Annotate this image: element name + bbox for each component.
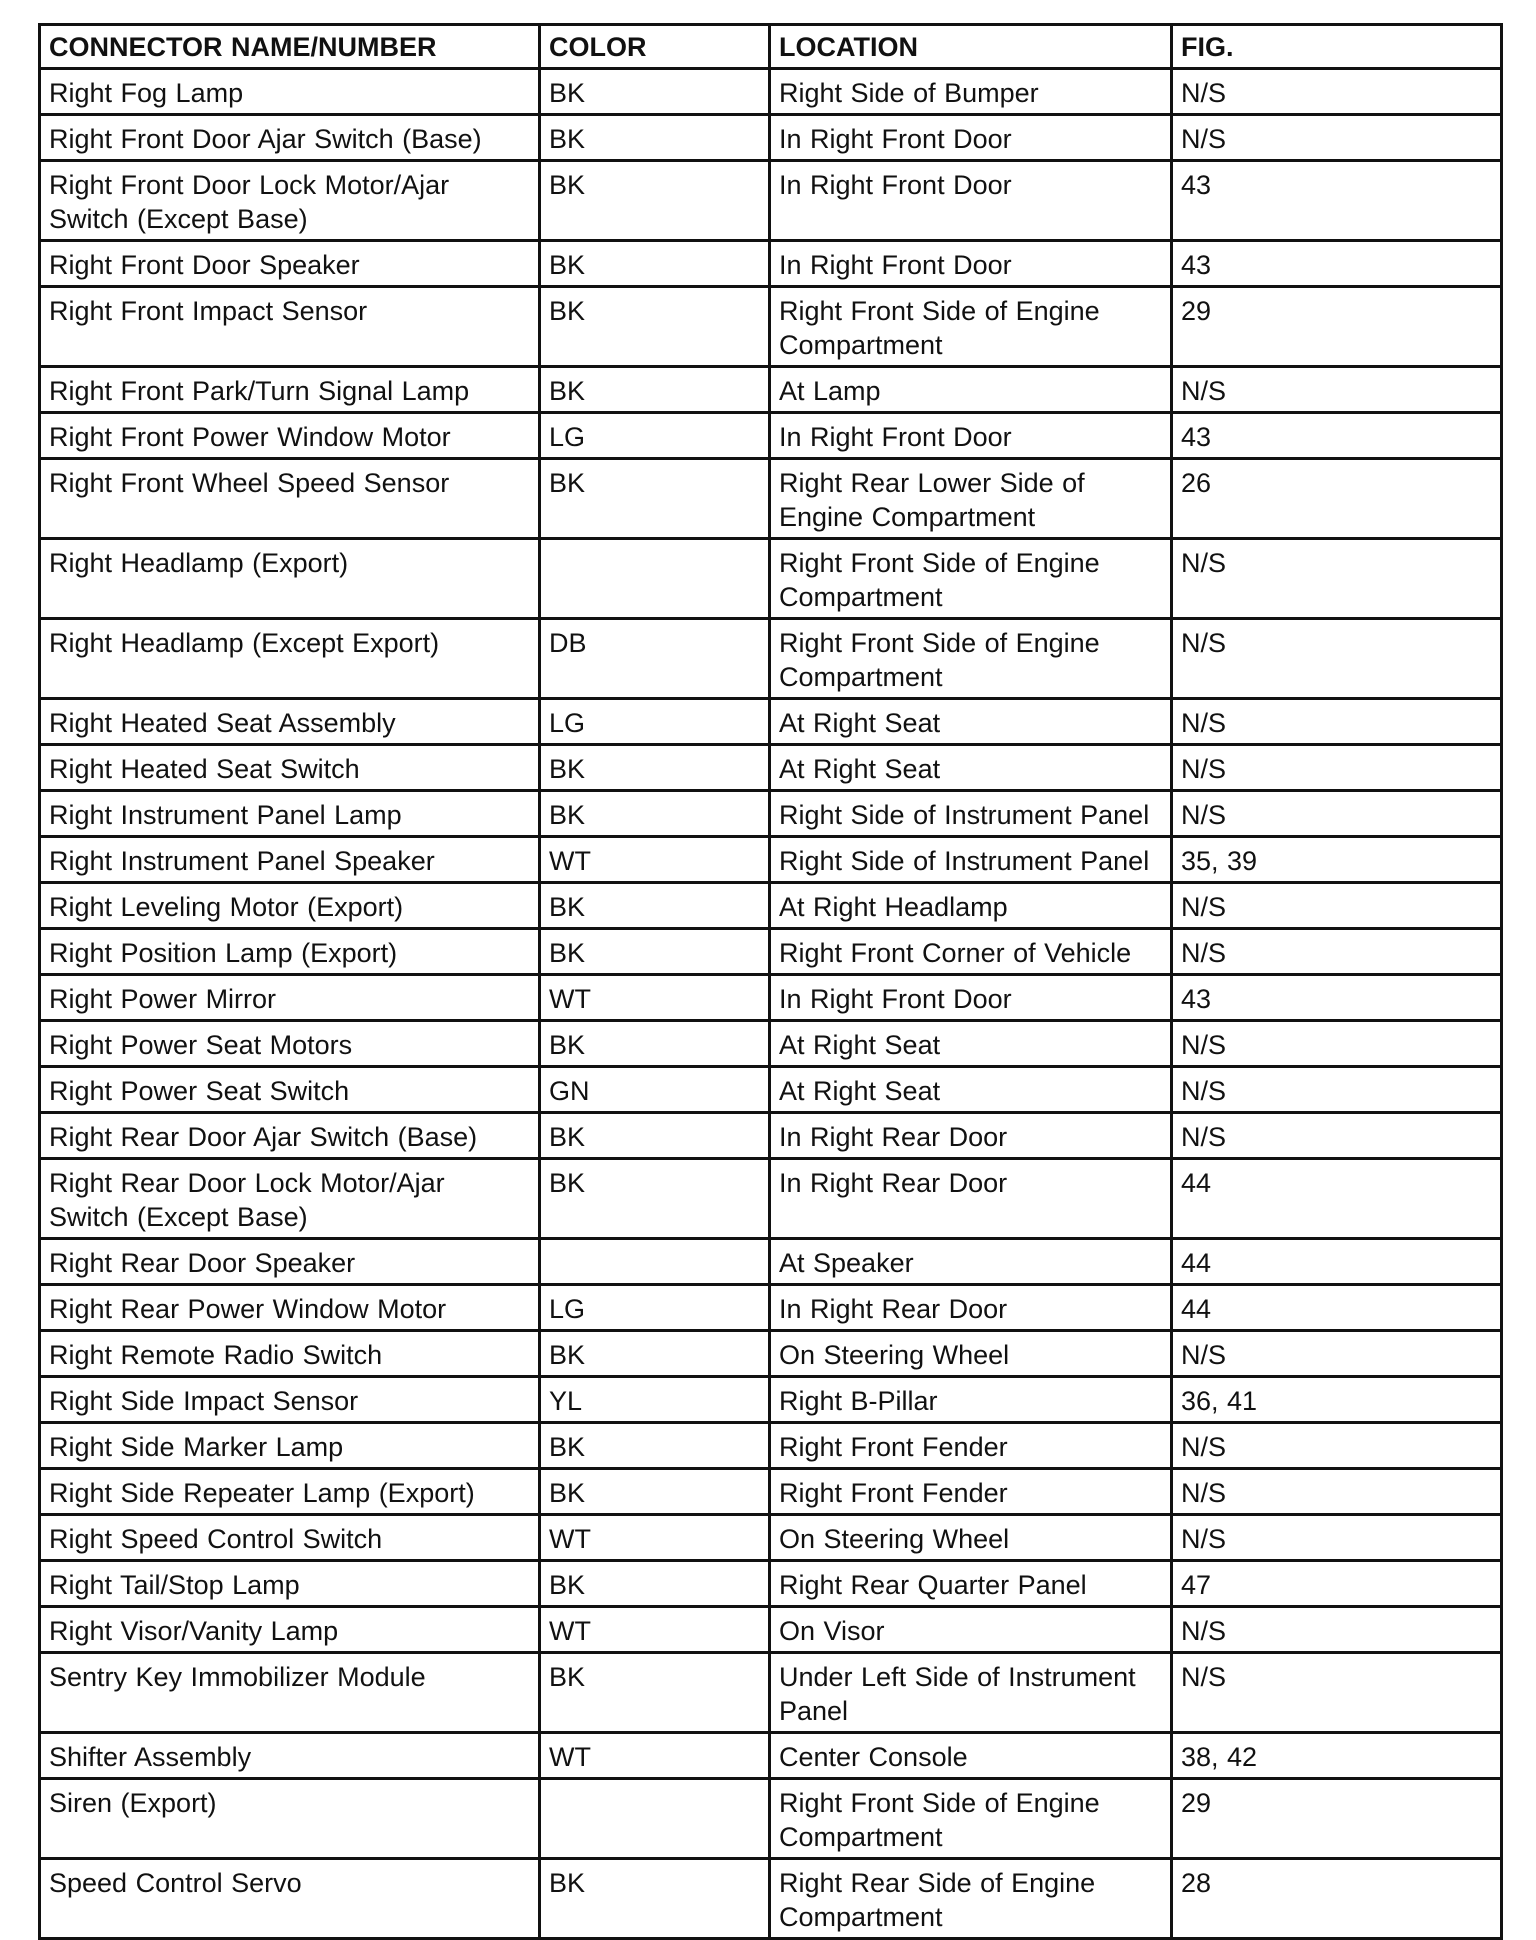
table-row <box>40 1607 1502 1653</box>
connector-name-cell: Right Side Repeater Lamp (Export) <box>40 1469 540 1515</box>
color-cell: LG <box>540 413 770 459</box>
table-row <box>40 1515 1502 1561</box>
table-row <box>40 883 1502 929</box>
connector-name-cell: Right Front Power Window Motor <box>40 413 540 459</box>
color-cell: BK <box>540 1561 770 1607</box>
fig-cell: N/S <box>1172 115 1502 161</box>
table-row <box>40 1779 1502 1859</box>
connector-name-cell: Right Visor/Vanity Lamp <box>40 1607 540 1653</box>
location-cell: In Right Front Door <box>770 241 1172 287</box>
location-cell: At Right Seat <box>770 1067 1172 1113</box>
table-row <box>40 791 1502 837</box>
connector-name-cell: Right Headlamp (Export) <box>40 539 540 619</box>
location-cell: On Visor <box>770 1607 1172 1653</box>
table-row <box>40 1159 1502 1239</box>
connector-name-cell: Right Front Door Lock Motor/Ajar Switch (Except Base) <box>40 161 540 241</box>
table-row <box>40 367 1502 413</box>
location-cell: Right Rear Side of Engine Compartment <box>770 1859 1172 1939</box>
fig-cell: N/S <box>1172 1113 1502 1159</box>
fig-cell: N/S <box>1172 1021 1502 1067</box>
table-row <box>40 1733 1502 1779</box>
table-row <box>40 1021 1502 1067</box>
fig-cell: N/S <box>1172 1515 1502 1561</box>
connector-name-cell: Speed Control Servo <box>40 1859 540 1939</box>
table-row <box>40 1239 1502 1285</box>
color-cell: BK <box>540 1113 770 1159</box>
color-cell: GN <box>540 1067 770 1113</box>
connector-name-cell: Right Front Door Speaker <box>40 241 540 287</box>
table-row <box>40 837 1502 883</box>
fig-cell: N/S <box>1172 69 1502 115</box>
table-row <box>40 1113 1502 1159</box>
fig-cell: 44 <box>1172 1159 1502 1239</box>
color-cell: DB <box>540 619 770 699</box>
location-cell: In Right Rear Door <box>770 1113 1172 1159</box>
fig-cell: N/S <box>1172 1331 1502 1377</box>
table-row <box>40 1423 1502 1469</box>
table-row <box>40 1469 1502 1515</box>
connector-name-cell: Right Power Seat Switch <box>40 1067 540 1113</box>
color-cell: BK <box>540 161 770 241</box>
connector-name-cell: Right Heated Seat Switch <box>40 745 540 791</box>
location-cell: At Right Seat <box>770 1021 1172 1067</box>
color-cell: BK <box>540 459 770 539</box>
location-cell: On Steering Wheel <box>770 1515 1172 1561</box>
fig-cell: N/S <box>1172 1469 1502 1515</box>
location-cell: Right Front Side of Engine Compartment <box>770 1779 1172 1859</box>
color-cell: BK <box>540 929 770 975</box>
fig-cell: N/S <box>1172 1067 1502 1113</box>
color-cell: BK <box>540 1159 770 1239</box>
table-row <box>40 1285 1502 1331</box>
fig-cell: 29 <box>1172 287 1502 367</box>
connector-name-cell: Sentry Key Immobilizer Module <box>40 1653 540 1733</box>
location-cell: Right Side of Instrument Panel <box>770 791 1172 837</box>
table-row <box>40 1067 1502 1113</box>
location-cell: Right Front Side of Engine Compartment <box>770 287 1172 367</box>
fig-cell: N/S <box>1172 367 1502 413</box>
location-cell: Right Rear Quarter Panel <box>770 1561 1172 1607</box>
location-cell: In Right Front Door <box>770 975 1172 1021</box>
connector-name-cell: Right Front Wheel Speed Sensor <box>40 459 540 539</box>
table-row <box>40 1331 1502 1377</box>
header-location: LOCATION <box>770 25 1172 69</box>
color-cell: BK <box>540 241 770 287</box>
table-row <box>40 459 1502 539</box>
location-cell: In Right Front Door <box>770 115 1172 161</box>
table-row <box>40 929 1502 975</box>
color-cell: BK <box>540 287 770 367</box>
color-cell: BK <box>540 791 770 837</box>
connector-name-cell: Right Front Park/Turn Signal Lamp <box>40 367 540 413</box>
connector-name-cell: Right Side Marker Lamp <box>40 1423 540 1469</box>
table-row <box>40 1859 1502 1939</box>
connector-name-cell: Right Leveling Motor (Export) <box>40 883 540 929</box>
color-cell: WT <box>540 1515 770 1561</box>
color-cell <box>540 1779 770 1859</box>
table-row <box>40 413 1502 459</box>
fig-cell: 38, 42 <box>1172 1733 1502 1779</box>
fig-cell: N/S <box>1172 791 1502 837</box>
connector-name-cell: Right Front Impact Sensor <box>40 287 540 367</box>
color-cell: YL <box>540 1377 770 1423</box>
color-cell: BK <box>540 1859 770 1939</box>
location-cell: At Lamp <box>770 367 1172 413</box>
fig-cell: N/S <box>1172 1653 1502 1733</box>
table-row <box>40 1377 1502 1423</box>
color-cell: LG <box>540 1285 770 1331</box>
table-row <box>40 975 1502 1021</box>
color-cell: BK <box>540 115 770 161</box>
connector-name-cell: Right Rear Door Ajar Switch (Base) <box>40 1113 540 1159</box>
connector-name-cell: Right Instrument Panel Speaker <box>40 837 540 883</box>
table-row <box>40 69 1502 115</box>
color-cell: WT <box>540 975 770 1021</box>
table-row <box>40 115 1502 161</box>
fig-cell: 43 <box>1172 161 1502 241</box>
connector-name-cell: Right Rear Door Speaker <box>40 1239 540 1285</box>
connector-name-cell: Siren (Export) <box>40 1779 540 1859</box>
location-cell: Right Front Fender <box>770 1469 1172 1515</box>
color-cell: BK <box>540 1653 770 1733</box>
fig-cell: 43 <box>1172 975 1502 1021</box>
location-cell: In Right Rear Door <box>770 1159 1172 1239</box>
fig-cell: 44 <box>1172 1285 1502 1331</box>
table-row <box>40 161 1502 241</box>
connector-name-cell: Right Side Impact Sensor <box>40 1377 540 1423</box>
color-cell: WT <box>540 837 770 883</box>
fig-cell: 36, 41 <box>1172 1377 1502 1423</box>
fig-cell: N/S <box>1172 883 1502 929</box>
fig-cell: 43 <box>1172 241 1502 287</box>
location-cell: Under Left Side of Instrument Panel <box>770 1653 1172 1733</box>
table-row <box>40 1653 1502 1733</box>
location-cell: Right Front Fender <box>770 1423 1172 1469</box>
fig-cell: 43 <box>1172 413 1502 459</box>
table-row <box>40 539 1502 619</box>
table-row <box>40 1561 1502 1607</box>
location-cell: At Right Headlamp <box>770 883 1172 929</box>
location-cell: Right Side of Instrument Panel <box>770 837 1172 883</box>
connector-name-cell: Shifter Assembly <box>40 1733 540 1779</box>
color-cell: WT <box>540 1607 770 1653</box>
color-cell: LG <box>540 699 770 745</box>
connector-name-cell: Right Fog Lamp <box>40 69 540 115</box>
color-cell <box>540 539 770 619</box>
connector-name-cell: Right Power Mirror <box>40 975 540 1021</box>
connector-name-cell: Right Headlamp (Except Export) <box>40 619 540 699</box>
header-row <box>40 25 1502 69</box>
location-cell: Right Side of Bumper <box>770 69 1172 115</box>
location-cell: Right Front Side of Engine Compartment <box>770 539 1172 619</box>
table-row <box>40 241 1502 287</box>
header-fig: FIG. <box>1172 25 1502 69</box>
header-connector-name: CONNECTOR NAME/NUMBER <box>40 25 540 69</box>
color-cell: BK <box>540 1469 770 1515</box>
connector-name-cell: Right Power Seat Motors <box>40 1021 540 1067</box>
location-cell: Center Console <box>770 1733 1172 1779</box>
connector-name-cell: Right Rear Door Lock Motor/Ajar Switch (Except Base) <box>40 1159 540 1239</box>
location-cell: In Right Rear Door <box>770 1285 1172 1331</box>
color-cell: BK <box>540 1331 770 1377</box>
connector-name-cell: Right Tail/Stop Lamp <box>40 1561 540 1607</box>
location-cell: On Steering Wheel <box>770 1331 1172 1377</box>
fig-cell: N/S <box>1172 1423 1502 1469</box>
fig-cell: N/S <box>1172 745 1502 791</box>
connector-name-cell: Right Speed Control Switch <box>40 1515 540 1561</box>
color-cell: BK <box>540 367 770 413</box>
location-cell: In Right Front Door <box>770 161 1172 241</box>
location-cell: Right Rear Lower Side of Engine Compartment <box>770 459 1172 539</box>
fig-cell: 28 <box>1172 1859 1502 1939</box>
table-row <box>40 619 1502 699</box>
fig-cell: N/S <box>1172 619 1502 699</box>
color-cell: BK <box>540 1423 770 1469</box>
connector-name-cell: Right Rear Power Window Motor <box>40 1285 540 1331</box>
fig-cell: N/S <box>1172 1607 1502 1653</box>
fig-cell: 44 <box>1172 1239 1502 1285</box>
location-cell: At Right Seat <box>770 699 1172 745</box>
table-row <box>40 699 1502 745</box>
header-color: COLOR <box>540 25 770 69</box>
fig-cell: N/S <box>1172 699 1502 745</box>
connector-name-cell: Right Heated Seat Assembly <box>40 699 540 745</box>
fig-cell: N/S <box>1172 929 1502 975</box>
fig-cell: 35, 39 <box>1172 837 1502 883</box>
connector-name-cell: Right Front Door Ajar Switch (Base) <box>40 115 540 161</box>
table-row <box>40 745 1502 791</box>
location-cell: In Right Front Door <box>770 413 1172 459</box>
color-cell: BK <box>540 745 770 791</box>
fig-cell: 47 <box>1172 1561 1502 1607</box>
location-cell: Right Front Corner of Vehicle <box>770 929 1172 975</box>
fig-cell: 29 <box>1172 1779 1502 1859</box>
location-cell: At Right Seat <box>770 745 1172 791</box>
connector-name-cell: Right Position Lamp (Export) <box>40 929 540 975</box>
location-cell: Right Front Side of Engine Compartment <box>770 619 1172 699</box>
color-cell: BK <box>540 883 770 929</box>
fig-cell: 26 <box>1172 459 1502 539</box>
color-cell: WT <box>540 1733 770 1779</box>
color-cell <box>540 1239 770 1285</box>
connector-name-cell: Right Remote Radio Switch <box>40 1331 540 1377</box>
table-row <box>40 287 1502 367</box>
location-cell: Right B-Pillar <box>770 1377 1172 1423</box>
color-cell: BK <box>540 69 770 115</box>
location-cell: At Speaker <box>770 1239 1172 1285</box>
fig-cell: N/S <box>1172 539 1502 619</box>
color-cell: BK <box>540 1021 770 1067</box>
connector-table <box>38 23 1503 1940</box>
connector-name-cell: Right Instrument Panel Lamp <box>40 791 540 837</box>
